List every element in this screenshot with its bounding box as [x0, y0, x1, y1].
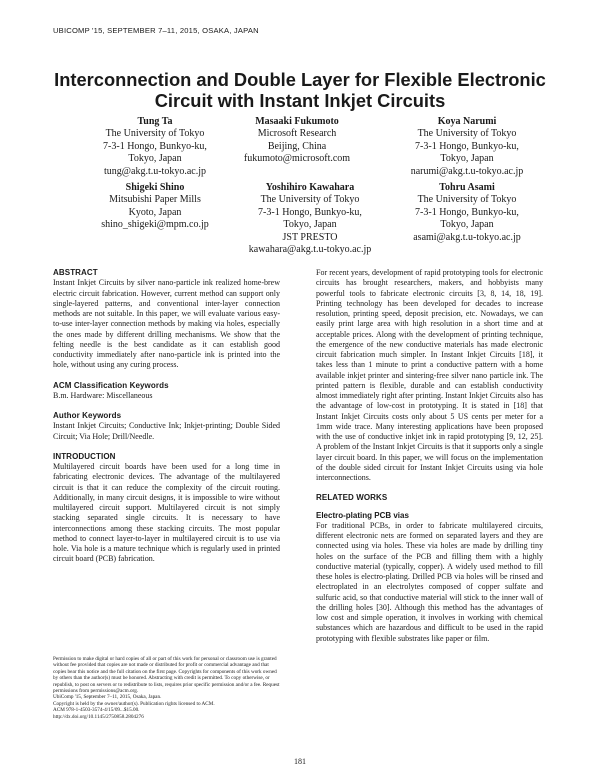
- author-affiliation: The University of Tokyo: [417, 194, 517, 206]
- doi-link[interactable]: http://dx.doi.org/10.1145/2750858.2804276: [53, 713, 144, 720]
- permission-notice: [53, 656, 281, 720]
- author-address: 7-3-1 Hongo, Bunkyo-ku,: [415, 140, 519, 152]
- author-block: [382, 116, 552, 178]
- author-email: narumi@akg.t.u-tokyo.ac.jp: [410, 165, 524, 177]
- author-address: 7-3-1 Hongo, Bunkyo-ku,: [258, 206, 362, 218]
- author-block: [225, 182, 395, 256]
- author-city: Tokyo, Japan: [283, 219, 337, 231]
- right-column: [316, 268, 543, 644]
- author-email: kawahara@akg.t.u-tokyo.ac.jp: [248, 244, 372, 256]
- introduction-text: Multilayered circuit boards have been used for a long time in fabricating electronic devices. The advantage of the multilayered circuit is that it can reduce the complexity of the circuit routing. Additionally, in many circuit designs, it is impossible to wire without multilayered circuit support. Multilayered circuit is not simply stacking separated single circuits. It is necessary to have interconnections among these stacking circuits. The most popular method to connect layer-to-layer in multilayered circuit is to use via hole. Via hole is a mature technique which is regularly used in printed circuit board (PCB) fabrication.: [53, 462, 280, 564]
- copyright-line: Copyright is held by the owner/author(s). Publication rights licensed to ACM.: [53, 700, 215, 707]
- author-affiliation: The University of Tokyo: [260, 194, 360, 206]
- abstract-heading: ABSTRACT: [53, 268, 98, 277]
- running-header: UBICOMP '15, SEPTEMBER 7–11, 2015, OSAKA, JAPAN: [53, 26, 259, 35]
- conference-line: UbiComp '15, September 7–11, 2015, Osaka, Japan.: [53, 694, 162, 701]
- isbn-line: ACM 978-1-4503-3574-4/15/09...$15.00.: [53, 707, 140, 714]
- author-email: tung@akg.t.u-tokyo.ac.jp: [104, 165, 206, 177]
- author-block: [212, 116, 382, 166]
- author-email: fukumoto@microsoft.com: [243, 153, 351, 165]
- author-name: Koya Narumi: [437, 116, 497, 127]
- author-name: Shigeki Shino: [125, 182, 185, 193]
- body-paragraph: For recent years, development of rapid prototyping tools for electronic circuits has brought researchers, makers, and hobbyists many powerful tools to fabricate electronic circuits [3, 8, 14, 18, 19]. Printing technology has been developed for decades to increase resolution, printing speed, deposit precision, etc. Nowadays, we can easily print large area with high resolution in a short time and at acceptable prices. Along with the development of printing technique, the emergence of the new conductive materials has made electronic circuit fabrication much simpler. In Instant Inkjet Circuits [18], it takes less than 1 minute to print a conductive pattern with a home available inkjet printer and sintering-free silver nano particle ink. The printed pattern is flexible, durable and can establish conductivity almost immediately right after printing. Instant Inkjet Circuits also has the advantage of low-cost in prototyping. It is stated in [18] that Instant Inkjet Circuits costs only about 5 US cents per meter for a 1mm wide trace. Many interesting applications have been proposed with the use of conductive inkjet ink in rapid prototyping [9, 12, 25]. A problem of the Instant Inkjet Circuits is that it supports only a single layer circuit board. In this paper, we will focus on the implementation of the double sided circuit for Instant Inkjet Circuits using via hole interconnections.: [316, 268, 543, 482]
- author-affiliation: Mitsubishi Paper Mills: [109, 194, 201, 206]
- author-city: Tokyo, Japan: [440, 153, 494, 165]
- author-name: Tung Ta: [137, 116, 173, 127]
- body-paragraph: For traditional PCBs, in order to fabricate multilayered circuits, different electronic nets are formed on separated layers and they are connected using via holes. These via holes are made by drilling tiny holes on the surface of the PCB and filling them with a highly conductive material (typically, copper). A widely used method to fill these holes is electro-plating. Drilled PCB via holes will be rinsed and electroplated in an electrolytes composed of copper sulfate and sulfuric acid, so that conductive material will stick to the inner wall of the drilling holes [30]. Although this method has the advantages of low cost and simple operation, it involves in working with chemical substances which are hazardous and difficult to be used in the rapid prototyping with flexible substrates like paper or film.: [316, 520, 543, 643]
- title-line-2: Circuit with Instant Inkjet Circuits: [154, 90, 446, 111]
- author-name: Tohru Asami: [439, 182, 495, 193]
- author-block: [382, 182, 552, 244]
- paper-title: [40, 69, 560, 111]
- author-keywords-text: Instant Inkjet Circuits; Conductive Ink; Inkjet-printing; Double Sided Circuit; Via Hole; Drill/Needle.: [53, 421, 280, 441]
- author-address: 7-3-1 Hongo, Bunkyo-ku,: [415, 206, 519, 218]
- author-address: 7-3-1 Hongo, Bunkyo-ku,: [103, 140, 207, 152]
- acm-classification-heading: ACM Classification Keywords: [53, 380, 169, 390]
- left-column: [53, 268, 280, 565]
- author-city: Beijing, China: [267, 140, 327, 152]
- author-funding: JST PRESTO: [282, 231, 338, 243]
- title-line-1: Interconnection and Double Layer for Flexible Electronic: [54, 69, 546, 90]
- author-affiliation: Microsoft Research: [257, 128, 337, 140]
- author-name: Yoshihiro Kawahara: [265, 182, 355, 193]
- page-number: 181: [294, 757, 306, 766]
- author-block: [70, 182, 240, 232]
- electro-plating-heading: Electro-plating PCB vias: [316, 510, 409, 520]
- author-email: shino_shigeki@mpm.co.jp: [101, 219, 209, 231]
- author-city: Tokyo, Japan: [128, 153, 182, 165]
- acm-classification-text: B.m. Hardware: Miscellaneous: [53, 390, 153, 400]
- author-affiliation: The University of Tokyo: [417, 128, 517, 140]
- author-email: asami@akg.t.u-tokyo.ac.jp: [413, 231, 521, 243]
- author-city: Tokyo, Japan: [440, 219, 494, 231]
- related-works-heading: RELATED WORKS: [316, 493, 388, 503]
- abstract-text: Instant Inkjet Circuits by silver nano-particle ink realized home-brew electric circuit fabrication. However, current method can support only single-layered patterns, and conventional inter-layer connection methods are not suitable. In this paper, we will evaluate various easy-to-use inter-layer connection methods by making via holes, especially the ones made by different drilling mechanisms. We show that the felting needle is the best candidate as it can establish good conductivity immediately after nano-particle ink is printed into the hole, without using any curing process.: [53, 278, 280, 370]
- permission-text: Permission to make digital or hard copies of all or part of this work for personal or classroom use is granted without fee provided that copies are not made or distributed for profit or commercial advantage and that copies bear this notice and the full citation on the first page. Copyrights for components of this work owned by others than the author(s) must be honored. Abstracting with credit is permitted. To copy otherwise, or republish, to post on servers or to redistribute to lists, requires prior specific permission and/or a fee. Request permissions from permissions@acm.org.: [53, 656, 280, 695]
- author-affiliation: The University of Tokyo: [105, 128, 205, 140]
- author-city: Kyoto, Japan: [128, 206, 182, 218]
- author-name: Masaaki Fukumoto: [255, 116, 339, 127]
- author-keywords-heading: Author Keywords: [53, 411, 122, 420]
- introduction-heading: INTRODUCTION: [53, 451, 116, 461]
